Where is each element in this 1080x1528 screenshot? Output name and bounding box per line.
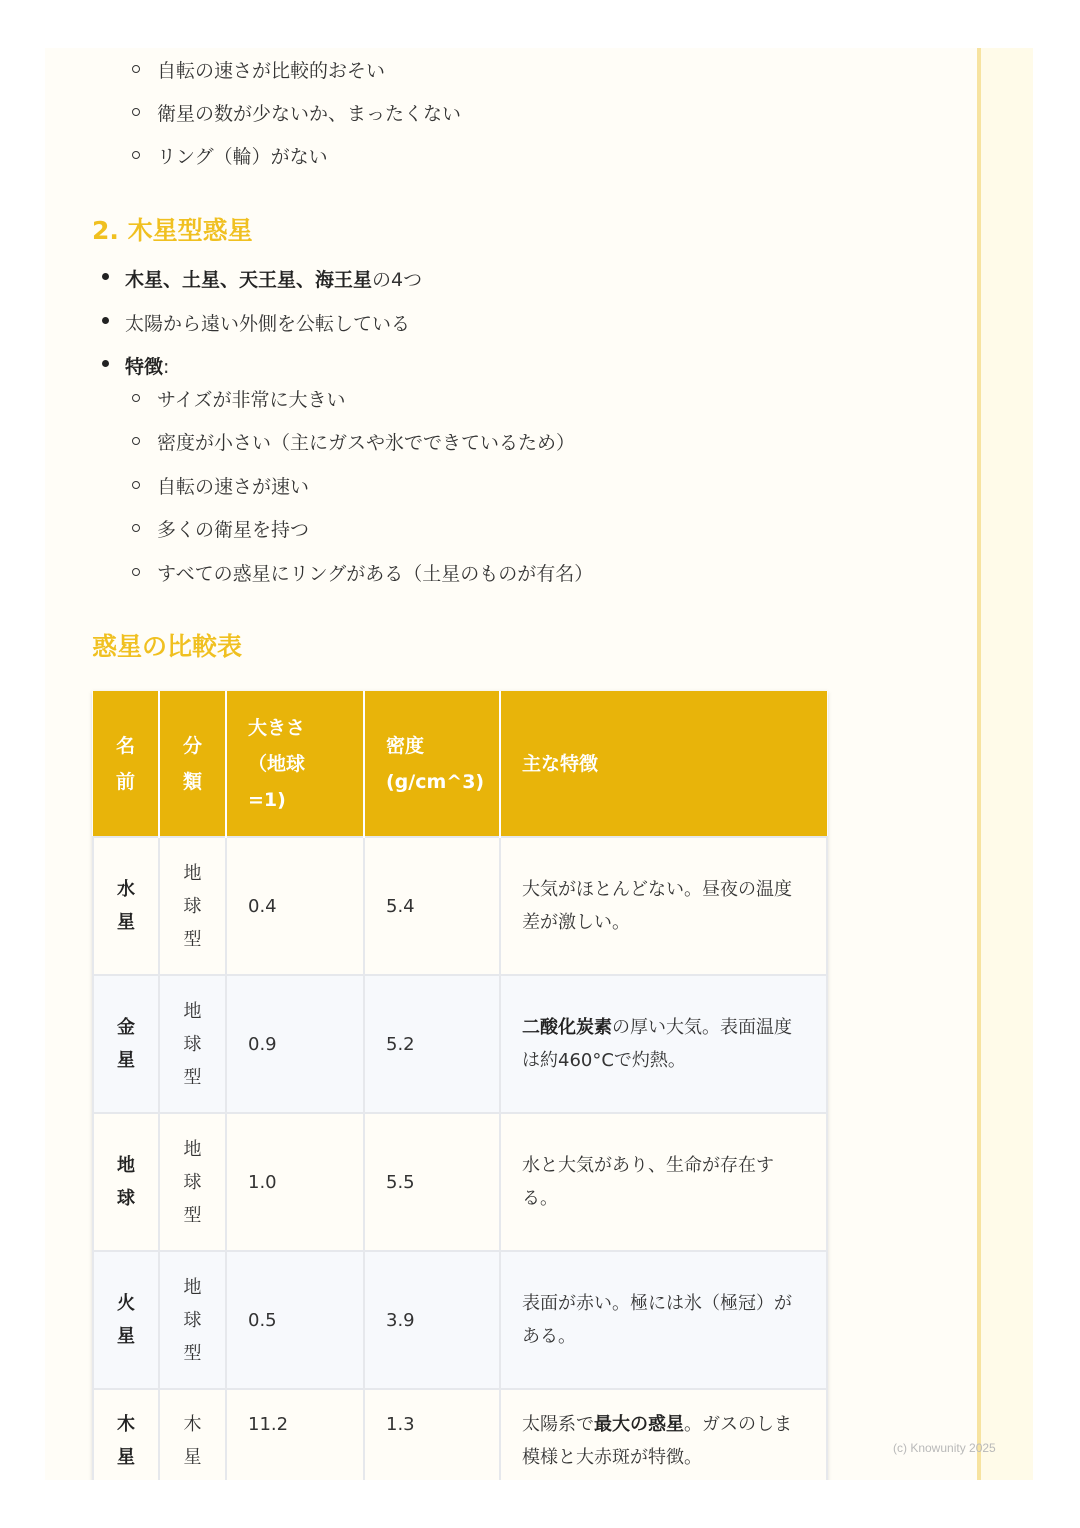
cell-name: 地球	[93, 1113, 159, 1251]
comparison-heading: 惑星の比較表	[92, 632, 243, 661]
header-density: 密度 (g/cm^3)	[364, 691, 500, 837]
cell-size: 1.0	[226, 1113, 364, 1251]
cell-density: 5.4	[364, 837, 500, 975]
header-class: 分類	[159, 691, 226, 837]
list-item: 衛星の数が少ないか、まったくない	[157, 99, 461, 126]
document-page	[45, 48, 977, 1480]
cell-density: 5.5	[364, 1113, 500, 1251]
cell-class: 木星	[159, 1389, 226, 1480]
table-row	[93, 1113, 827, 1251]
cell-feature: 太陽系で最大の惑星。ガスのしま模様と大赤斑が特徴。	[500, 1389, 827, 1480]
cell-density: 1.3	[364, 1389, 500, 1480]
cell-feature: 水と大気があり、生命が存在する。	[500, 1113, 827, 1251]
cell-name: 金星	[93, 975, 159, 1113]
list-item: 多くの衛星を持つ	[157, 515, 309, 542]
header-size: 大きさ（地球=1)	[226, 691, 364, 837]
planets-suffix: の4つ	[372, 269, 423, 291]
cell-feature: 大気がほとんどない。昼夜の温度差が激しい。	[500, 837, 827, 975]
header-feature: 主な特徴	[500, 691, 827, 837]
cell-size: 0.9	[226, 975, 364, 1113]
table-header-row	[93, 691, 827, 837]
list-item: サイズが非常に大きい	[157, 385, 345, 412]
cell-feature: 表面が赤い。極には氷（極冠）がある。	[500, 1251, 827, 1389]
header-name: 名前	[93, 691, 159, 837]
list-item: 自転の速さが比較的おそい	[157, 56, 385, 83]
cell-class: 地球型	[159, 975, 226, 1113]
list-item: 自転の速さが速い	[157, 472, 309, 499]
table-row	[93, 975, 827, 1113]
features-label: 特徴	[125, 356, 164, 378]
features-colon: :	[163, 356, 170, 378]
cell-size: 0.4	[226, 837, 364, 975]
cell-feature: 二酸化炭素の厚い大気。表面温度は約460°Cで灼熱。	[500, 975, 827, 1113]
list-item: リング（輪）がない	[157, 142, 328, 169]
cell-name: 水星	[93, 837, 159, 975]
planets-bold: 木星、土星、天王星、海王星	[125, 269, 373, 291]
table-row	[93, 837, 827, 975]
cell-class: 地球型	[159, 1251, 226, 1389]
cell-class: 地球型	[159, 1113, 226, 1251]
cell-density: 3.9	[364, 1251, 500, 1389]
side-panel	[981, 48, 1033, 1480]
list-item-features	[125, 352, 169, 379]
planet-comparison-table	[92, 691, 828, 1480]
list-item-orbit: 太陽から遠い外側を公転している	[125, 309, 410, 336]
table-row	[93, 1389, 827, 1480]
cell-name: 火星	[93, 1251, 159, 1389]
cell-size: 0.5	[226, 1251, 364, 1389]
cell-density: 5.2	[364, 975, 500, 1113]
list-item: 密度が小さい（主にガスや氷でできているため）	[157, 428, 575, 455]
cell-name: 木星	[93, 1389, 159, 1480]
list-item: すべての惑星にリングがある（土星のものが有名）	[157, 559, 593, 586]
cell-class: 地球型	[159, 837, 226, 975]
jovian-heading: 2. 木星型惑星	[92, 216, 253, 245]
watermark: (c) Knowunity 2025	[893, 1441, 996, 1455]
table-row	[93, 1251, 827, 1389]
list-item-planets	[125, 265, 422, 292]
cell-size: 11.2	[226, 1389, 364, 1480]
